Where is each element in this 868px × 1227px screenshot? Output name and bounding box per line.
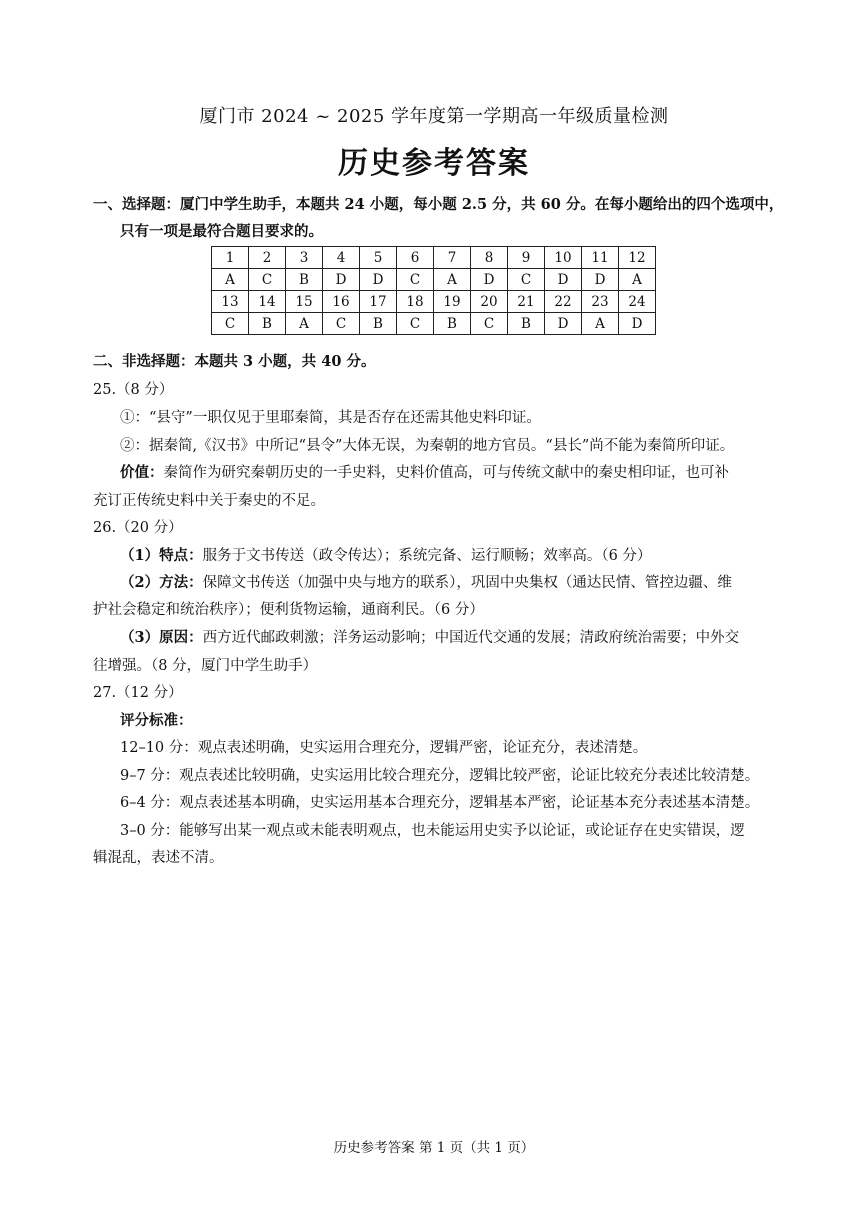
q27-number: 27.（12 分） bbox=[93, 685, 183, 701]
answer-cell: C bbox=[508, 269, 545, 291]
answer-table-number-row bbox=[212, 247, 656, 269]
question-number-cell: 1 bbox=[212, 247, 249, 269]
q27-criteria-label: 评分标准： bbox=[120, 712, 193, 729]
q26-part-3-text: 西方近代邮政刺激；洋务运动影响；中国近代交通的发展；清政府统治需要；中外交 bbox=[202, 630, 740, 646]
question-number-cell: 21 bbox=[508, 291, 545, 313]
q25-value-text: 秦简作为研究秦朝历史的一手史料，史料价值高，可与传统文献中的秦史相印证，也可补 bbox=[163, 465, 729, 481]
page-title: 历史参考答案 bbox=[338, 146, 530, 181]
question-number-cell: 6 bbox=[397, 247, 434, 269]
answer-cell: B bbox=[249, 313, 286, 335]
q25-point-1: ①：“县守”一职仅见于里耶秦简，其是否存在还需其他史料印证。 bbox=[120, 410, 541, 426]
q26-part-2 bbox=[120, 573, 732, 593]
answer-cell: D bbox=[619, 313, 656, 335]
q26-part-1-text: 服务于文书传送（政令传达）；系统完备、运行顺畅；效率高。（6 分） bbox=[202, 548, 652, 564]
q27-level-1: 12–10 分：观点表述明确，史实运用合理充分，逻辑严密，论证充分，表述清楚。 bbox=[120, 740, 648, 756]
question-number-cell: 11 bbox=[582, 247, 619, 269]
answer-cell: D bbox=[545, 313, 582, 335]
section2-heading: 二、非选择题：本题共 3 小题，共 40 分。 bbox=[93, 353, 376, 370]
answer-cell: D bbox=[471, 269, 508, 291]
page-footer: 历史参考答案 第 1 页（共 1 页） bbox=[333, 1140, 535, 1156]
answer-table-answer-row bbox=[212, 269, 656, 291]
q25-number: 25.（8 分） bbox=[93, 382, 174, 398]
q26-part-2-label: （2）方法： bbox=[120, 574, 203, 591]
answer-cell: C bbox=[212, 313, 249, 335]
q25-value-cont: 充订正传统史料中关于秦史的不足。 bbox=[93, 493, 325, 509]
q26-part-3 bbox=[120, 628, 739, 648]
question-number-cell: 17 bbox=[360, 291, 397, 313]
q27-level-3: 6–4 分：观点表述基本明确，史实运用基本合理充分，逻辑基本严密，论证基本充分表述基本清楚。 bbox=[120, 795, 760, 811]
q25-point-2: ②：据秦简,《汉书》中所记“县令”大体无误，为秦朝的地方官员。“县长”尚不能为秦简所印证。 bbox=[120, 438, 735, 454]
answer-table-answer-row bbox=[212, 313, 656, 335]
q26-number: 26.（20 分） bbox=[93, 520, 183, 536]
answer-table bbox=[211, 246, 656, 335]
answer-cell: B bbox=[286, 269, 323, 291]
question-number-cell: 5 bbox=[360, 247, 397, 269]
q25-value bbox=[120, 463, 729, 483]
question-number-cell: 13 bbox=[212, 291, 249, 313]
question-number-cell: 7 bbox=[434, 247, 471, 269]
answer-cell: B bbox=[360, 313, 397, 335]
question-number-cell: 22 bbox=[545, 291, 582, 313]
exam-subtitle: 厦门市 2024 ~ 2025 学年度第一学期高一年级质量检测 bbox=[199, 106, 669, 127]
q26-part-2-text: 保障文书传送（加强中央与地方的联系），巩固中央集权（通达民情、管控边疆、维 bbox=[202, 575, 732, 591]
answer-cell: C bbox=[397, 313, 434, 335]
question-number-cell: 4 bbox=[323, 247, 360, 269]
answer-cell: A bbox=[619, 269, 656, 291]
question-number-cell: 3 bbox=[286, 247, 323, 269]
q27-level-4: 3–0 分：能够写出某一观点或未能表明观点，也未能运用史实予以论证，或论证存在史实错误，逻 bbox=[120, 823, 745, 839]
q27-level-4-cont: 辑混乱，表述不清。 bbox=[93, 850, 224, 866]
question-number-cell: 8 bbox=[471, 247, 508, 269]
answer-cell: C bbox=[323, 313, 360, 335]
question-number-cell: 12 bbox=[619, 247, 656, 269]
q26-part-1-label: （1）特点： bbox=[120, 547, 203, 564]
answer-cell: D bbox=[323, 269, 360, 291]
question-number-cell: 16 bbox=[323, 291, 360, 313]
answer-cell: C bbox=[397, 269, 434, 291]
section1-heading-cont: 只有一项是最符合题目要求的。 bbox=[120, 223, 323, 240]
question-number-cell: 9 bbox=[508, 247, 545, 269]
answer-cell: A bbox=[286, 313, 323, 335]
section1-heading: 一、选择题：厦门中学生助手，本题共 24 小题，每小题 2.5 分，共 60 分。在每小题给出的四个选项中， bbox=[93, 196, 784, 213]
answer-cell: A bbox=[582, 313, 619, 335]
answer-cell: B bbox=[508, 313, 545, 335]
answer-cell: D bbox=[545, 269, 582, 291]
answer-cell: D bbox=[360, 269, 397, 291]
q26-part-3-cont: 往增强。（8 分，厦门中学生助手） bbox=[93, 658, 318, 674]
q26-part-2-cont: 护社会稳定和统治秩序）；便利货物运输，通商利民。（6 分） bbox=[93, 602, 484, 618]
question-number-cell: 24 bbox=[619, 291, 656, 313]
question-number-cell: 20 bbox=[471, 291, 508, 313]
question-number-cell: 23 bbox=[582, 291, 619, 313]
answer-cell: A bbox=[434, 269, 471, 291]
answer-cell: C bbox=[249, 269, 286, 291]
q26-part-1 bbox=[120, 546, 651, 566]
q27-level-2: 9–7 分：观点表述比较明确，史实运用比较合理充分，逻辑比较严密，论证比较充分表述比较清楚。 bbox=[120, 768, 760, 784]
answer-cell: C bbox=[471, 313, 508, 335]
q25-value-label: 价值： bbox=[120, 464, 164, 481]
question-number-cell: 14 bbox=[249, 291, 286, 313]
question-number-cell: 18 bbox=[397, 291, 434, 313]
answer-cell: B bbox=[434, 313, 471, 335]
answer-table-number-row bbox=[212, 291, 656, 313]
answer-cell: A bbox=[212, 269, 249, 291]
question-number-cell: 2 bbox=[249, 247, 286, 269]
q26-part-3-label: （3）原因： bbox=[120, 629, 203, 646]
question-number-cell: 19 bbox=[434, 291, 471, 313]
question-number-cell: 10 bbox=[545, 247, 582, 269]
answer-cell: D bbox=[582, 269, 619, 291]
question-number-cell: 15 bbox=[286, 291, 323, 313]
